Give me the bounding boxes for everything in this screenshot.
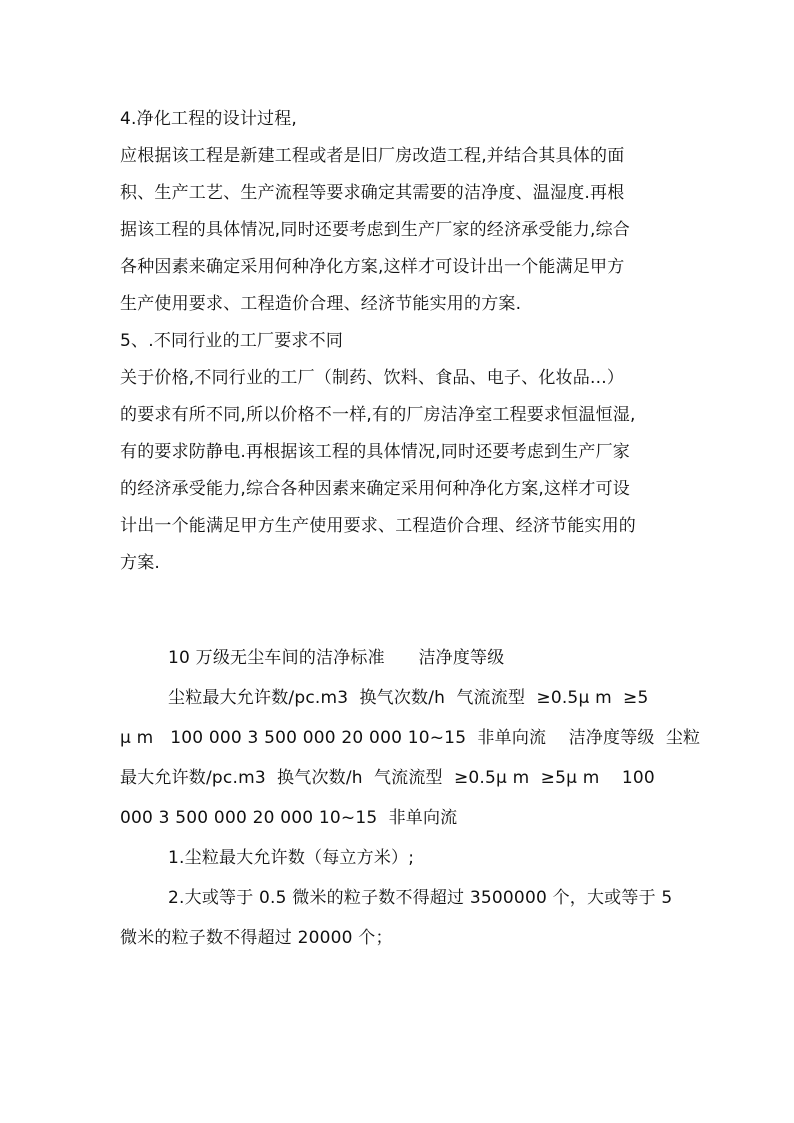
standard-line-4: 000 3 500 000 20 000 10~15 非单向流 (120, 808, 458, 828)
section4-line-5: 生产使用要求、工程造价合理、经济节能实用的方案. (120, 294, 522, 314)
standard-line-1: 尘粒最大允许数/pc.m3 换气次数/h 气流流型 ≥0.5μ m ≥5 (168, 688, 649, 708)
section4-line-3: 据该工程的具体情况,同时还要考虑到生产厂家的经济承受能力,综合 (120, 220, 631, 240)
standard-item-1: 1.尘粒最大允许数（每立方米）; (168, 848, 415, 868)
section4-line-2: 积、生产工艺、生产流程等要求确定其需要的洁净度、温湿度.再根 (120, 183, 625, 203)
section5-line-6: 方案. (120, 553, 161, 573)
section5-line-5: 计出一个能满足甲方生产使用要求、工程造价合理、经济节能实用的 (120, 516, 636, 536)
standard-item-2-line-2: 微米的粒子数不得超过 20000 个； (120, 928, 393, 948)
section5-line-1: 关于价格,不同行业的工厂（制药、饮料、食品、电子、化妆品...） (120, 368, 625, 388)
section4-line-1: 应根据该工程是新建工程或者是旧厂房改造工程,并结合其具体的面 (120, 146, 625, 166)
section4-line-4: 各种因素来确定采用何种净化方案,这样才可设计出一个能满足甲方 (120, 257, 625, 277)
section4-heading: 4.净化工程的设计过程, (120, 109, 298, 129)
section5-line-3: 有的要求防静电.再根据该工程的具体情况,同时还要考虑到生产厂家 (120, 442, 631, 462)
section5-line-2: 的要求有所不同,所以价格不一样,有的厂房洁净室工程要求恒温恒湿, (120, 405, 636, 425)
section5-heading: 5、.不同行业的工厂要求不同 (120, 331, 344, 351)
standard-line-2: μ m 100 000 3 500 000 20 000 10~15 非单向流 洁净度等级 尘粒 (120, 728, 701, 748)
standard-item-2-line-1: 2.大或等于 0.5 微米的粒子数不得超过 3500000 个，大或等于 5 (168, 888, 673, 908)
section5-line-4: 的经济承受能力,综合各种因素来确定采用何种净化方案,这样才可设 (120, 479, 631, 499)
standard-line-3: 最大允许数/pc.m3 换气次数/h 气流流型 ≥0.5μ m ≥5μ m 100 (120, 768, 655, 788)
standard-title: 10 万级无尘车间的洁净标准 洁净度等级 (168, 648, 505, 668)
